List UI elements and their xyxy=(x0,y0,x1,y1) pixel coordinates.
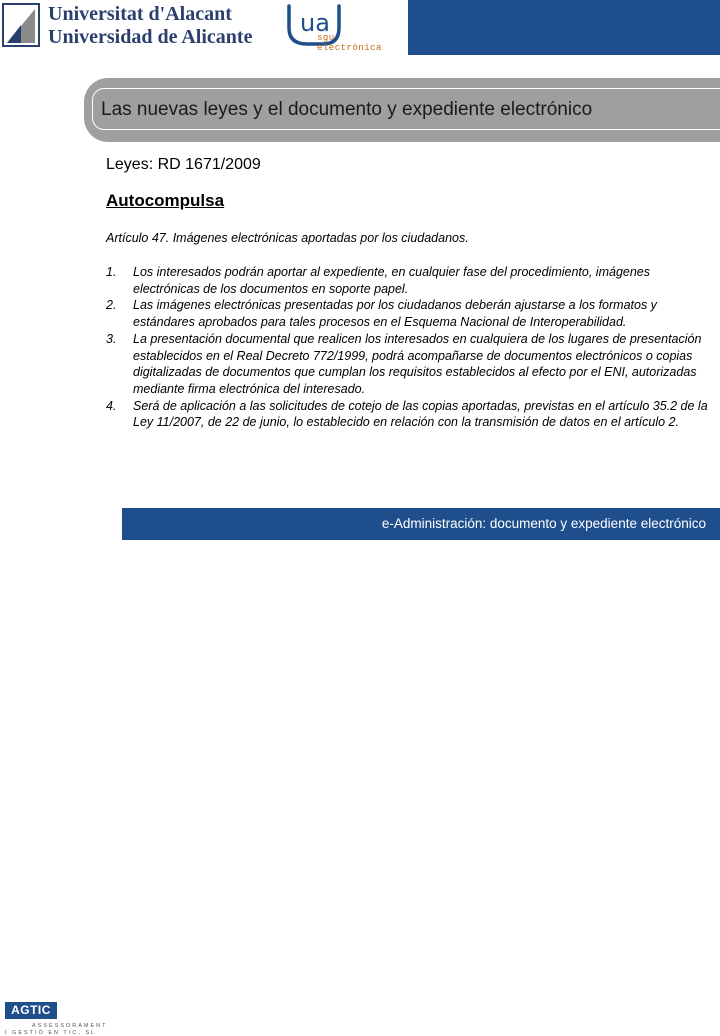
laws-reference: Leyes: RD 1671/2009 xyxy=(106,156,261,173)
item-number: 4. xyxy=(106,398,117,413)
list-item xyxy=(106,331,712,398)
header-blue-band xyxy=(408,0,720,55)
item-text: Será de aplicación a las solicitudes de cotejo de las copias aportadas, previstas en el artículo 35.2 de la Ley 11/2007, de 22 de junio, lo establecido en relación con la transmisión de datos en el artículo 2. xyxy=(133,398,708,430)
item-text: Los interesados podrán aportar al expediente, en cualquier fase del procedimiento, imágenes electrónicas de los documentos en soporte papel. xyxy=(133,265,650,296)
item-number: 2. xyxy=(106,298,117,313)
university-name-line2: Universidad de Alicante xyxy=(48,26,253,48)
university-name xyxy=(48,3,252,49)
sgu-logo-caption-1: sgu xyxy=(317,33,335,43)
article-heading: Artículo 47. Imágenes electrónicas aportadas por los ciudadanos. xyxy=(106,231,469,245)
agtic-logo xyxy=(0,500,115,1036)
ua-shield-icon xyxy=(2,3,40,47)
header xyxy=(0,0,720,55)
slide-title: Las nuevas leyes y el documento y expediente electrónico xyxy=(101,99,593,120)
agtic-logo-subtitle-2: I GESTIÓ EN TIC, SL xyxy=(5,1030,97,1036)
article-items xyxy=(106,264,712,431)
item-text: La presentación documental que realicen los interesados en cualquiera de los lugares de presentación establecidos en el Real Decreto 772/1999, podrá acompañarse de documentos electrónicos o copias digitalizadas de documentos que cumplan los requisitos establecidos al efecto por el ENI, autorizadas mediante firma electrónica del interesado. xyxy=(133,331,702,396)
footer-bar xyxy=(122,508,720,540)
list-item xyxy=(106,297,712,330)
ua-logo-mark: ua xyxy=(300,9,330,37)
footer-title: e-Administración: documento y expediente electrónico xyxy=(381,516,706,531)
university-name-line1: Universitat d'Alacant xyxy=(48,3,232,25)
agtic-logo-name: AGTIC xyxy=(5,1002,57,1019)
list-item xyxy=(106,398,712,431)
section-title: Autocompulsa xyxy=(106,191,225,210)
agtic-logo-subtitle-1: ASSESSORAMENT xyxy=(32,1023,108,1029)
sgu-logo xyxy=(285,0,395,55)
list-item xyxy=(106,264,712,297)
item-number: 1. xyxy=(106,265,117,279)
item-text: Las imágenes electrónicas presentadas por los ciudadanos deberán ajustarse a los formatos y estándares aprobados para tales procesos en el Esquema Nacional de Interoperabilidad. xyxy=(133,298,657,330)
sgu-logo-caption xyxy=(317,33,382,53)
sgu-logo-caption-2: electrònica xyxy=(317,43,382,53)
item-number: 3. xyxy=(106,331,117,346)
